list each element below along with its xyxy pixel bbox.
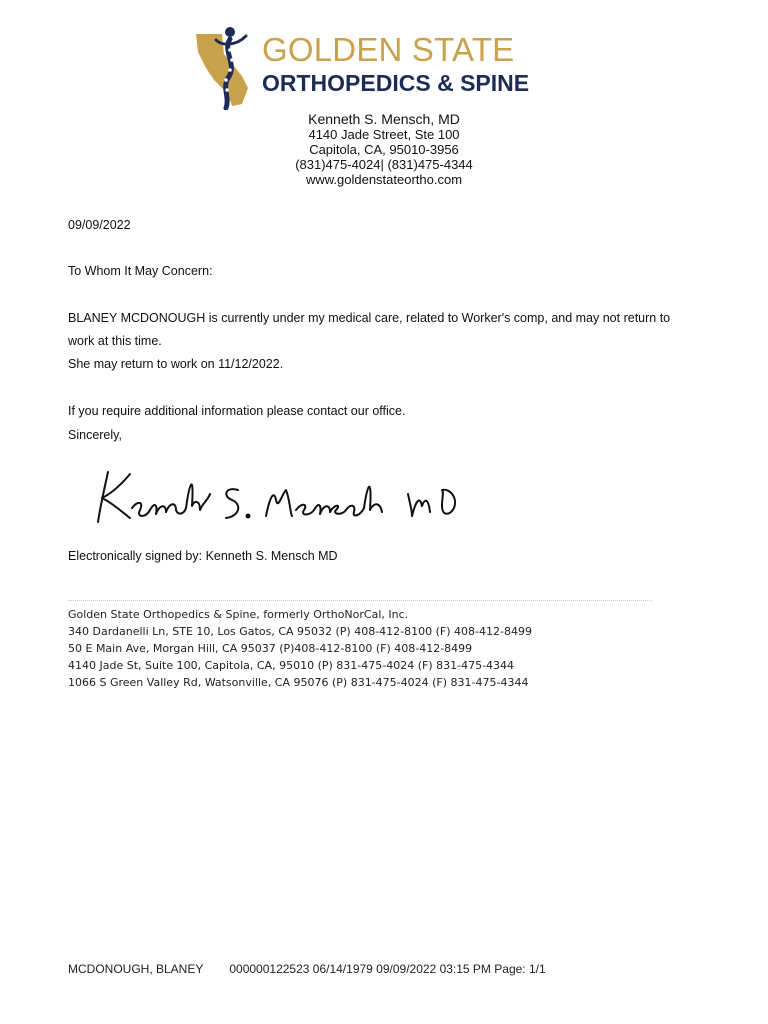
patient-details: 000000122523 06/14/1979 09/09/2022 03:15 PM Page: 1/1 (229, 962, 546, 976)
letter-date: 09/09/2022 (68, 218, 131, 232)
doctor-city: Capitola, CA, 95010-3956 (309, 142, 459, 157)
page-info (68, 962, 546, 976)
doctor-header (0, 111, 768, 187)
footer-location: 50 E Main Ave, Morgan Hill, CA 95037 (P)408-412-8100 (F) 408-412-8499 (68, 642, 473, 655)
california-spine-icon (192, 24, 258, 110)
body-line-3: She may return to work on 11/12/2022. (68, 357, 284, 371)
doctor-phones: (831)475-4024| (831)475-4344 (295, 157, 473, 172)
logo-line2: ORTHOPEDICS & SPINE (262, 70, 530, 96)
doctor-website: www.goldenstateortho.com (305, 172, 463, 187)
doctor-street: 4140 Jade Street, Ste 100 (308, 127, 460, 142)
logo-line1: GOLDEN STATE (262, 31, 515, 68)
footer-divider (68, 600, 652, 601)
patient-name: MCDONOUGH, BLANEY (68, 962, 204, 976)
electronic-signature-line: Electronically signed by: Kenneth S. Mensch MD (68, 549, 338, 563)
body-line-1: BLANEY MCDONOUGH is currently under my medical care, related to Worker's comp, and may not return to (68, 311, 671, 325)
practice-logo (192, 24, 542, 110)
footer-addresses (68, 606, 532, 691)
body-line-2: work at this time. (68, 334, 162, 348)
closing: Sincerely, (68, 428, 122, 442)
doctor-name: Kenneth S. Mensch, MD (308, 111, 460, 127)
contact-line: If you require additional information please contact our office. (68, 404, 406, 418)
footer-company: Golden State Orthopedics & Spine, formerly OrthoNorCal, Inc. (68, 608, 409, 621)
footer-location: 340 Dardanelli Ln, STE 10, Los Gatos, CA 95032 (P) 408-412-8100 (F) 408-412-8499 (68, 625, 532, 638)
handwritten-signature (90, 460, 470, 530)
salutation: To Whom It May Concern: (68, 264, 213, 278)
footer-location: 4140 Jade St, Suite 100, Capitola, CA, 95010 (P) 831-475-4024 (F) 831-475-4344 (68, 659, 515, 672)
footer-location: 1066 S Green Valley Rd, Watsonville, CA 95076 (P) 831-475-4024 (F) 831-475-4344 (68, 676, 529, 689)
